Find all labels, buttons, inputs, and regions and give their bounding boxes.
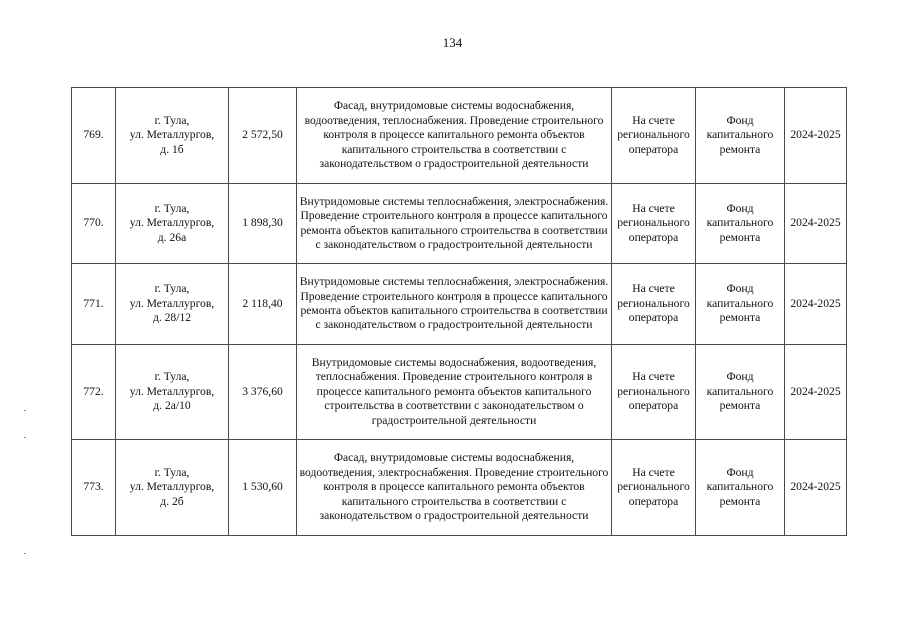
address-city: г. Тула, bbox=[154, 113, 190, 127]
fund-cell: Фонд капитального ремонта bbox=[696, 184, 785, 264]
row-number: 770. bbox=[72, 184, 116, 264]
address-cell bbox=[116, 88, 229, 184]
row-number: 769. bbox=[72, 88, 116, 184]
address-cell bbox=[116, 440, 229, 536]
address-street: ул. Металлургов, bbox=[129, 128, 215, 142]
margin-mark bbox=[24, 437, 26, 438]
address-house: д. 28/12 bbox=[152, 311, 192, 325]
row-number: 771. bbox=[72, 264, 116, 345]
address-street: ул. Металлургов, bbox=[129, 480, 215, 494]
account-cell: На счете регионального оператора bbox=[612, 264, 696, 345]
address-cell bbox=[116, 345, 229, 440]
account-cell: На счете регионального оператора bbox=[612, 184, 696, 264]
address-city: г. Тула, bbox=[154, 282, 190, 296]
fund-cell: Фонд капитального ремонта bbox=[696, 88, 785, 184]
address-house: д. 26а bbox=[157, 230, 187, 244]
fund-cell: Фонд капитального ремонта bbox=[696, 264, 785, 345]
amount-cell: 2 572,50 bbox=[229, 88, 297, 184]
table-row bbox=[72, 88, 847, 184]
row-number: 772. bbox=[72, 345, 116, 440]
address-house: д. 2б bbox=[160, 494, 184, 508]
works-cell: Фасад, внутридомовые системы водоснабжения, водоотведения, теплоснабжения. Проведение строительного контроля в процессе капитального ремонта объектов капитального строительства в соответствии с законодательством о градостроительной деятельности bbox=[297, 88, 612, 184]
address-house: д. 2а/10 bbox=[153, 399, 191, 413]
works-cell: Внутридомовые системы водоснабжения, водоотведения, теплоснабжения. Проведение строительного контроля в процессе капитального ремонта объектов капитального строительства в соответствии с законодательством о градостроительной деятельности bbox=[297, 345, 612, 440]
table-row bbox=[72, 440, 847, 536]
works-cell: Внутридомовые системы теплоснабжения, электроснабжения. Проведение строительного контроля в процессе капитального ремонта объектов капитального строительства в соответствии с законодательством о градостроительной деятельности bbox=[297, 264, 612, 345]
account-cell: На счете регионального оператора bbox=[612, 345, 696, 440]
repair-program-table bbox=[71, 87, 847, 536]
account-cell: На счете регионального оператора bbox=[612, 440, 696, 536]
account-cell: На счете регионального оператора bbox=[612, 88, 696, 184]
period-cell: 2024-2025 bbox=[785, 264, 847, 345]
address-cell bbox=[116, 264, 229, 345]
table-row bbox=[72, 264, 847, 345]
page-number: 134 bbox=[442, 35, 463, 50]
period-cell: 2024-2025 bbox=[785, 88, 847, 184]
address-house: д. 1б bbox=[160, 142, 184, 156]
period-cell: 2024-2025 bbox=[785, 440, 847, 536]
address-cell bbox=[116, 184, 229, 264]
works-cell: Фасад, внутридомовые системы водоснабжения, водоотведения, электроснабжения. Проведение строительного контроля в процессе капитального ремонта объектов капитального строительства в соответствии с законодательством о градостроительной деятельности bbox=[297, 440, 612, 536]
address-city: г. Тула, bbox=[154, 370, 190, 384]
address-city: г. Тула, bbox=[154, 201, 190, 215]
margin-mark bbox=[24, 410, 26, 411]
margin-mark bbox=[24, 553, 26, 554]
amount-cell: 1 530,60 bbox=[229, 440, 297, 536]
row-number: 773. bbox=[72, 440, 116, 536]
address-street: ул. Металлургов, bbox=[129, 216, 215, 230]
period-cell: 2024-2025 bbox=[785, 345, 847, 440]
period-cell: 2024-2025 bbox=[785, 184, 847, 264]
works-cell: Внутридомовые системы теплоснабжения, электроснабжения. Проведение строительного контроля в процессе капитального ремонта объектов капитального строительства в соответствии с законодательством о градостроительной деятельности bbox=[297, 184, 612, 264]
amount-cell: 1 898,30 bbox=[229, 184, 297, 264]
table-row bbox=[72, 184, 847, 264]
fund-cell: Фонд капитального ремонта bbox=[696, 345, 785, 440]
address-street: ул. Металлургов, bbox=[129, 384, 215, 398]
amount-cell: 3 376,60 bbox=[229, 345, 297, 440]
fund-cell: Фонд капитального ремонта bbox=[696, 440, 785, 536]
address-street: ул. Металлургов, bbox=[129, 296, 215, 310]
address-city: г. Тула, bbox=[154, 465, 190, 479]
table-row bbox=[72, 345, 847, 440]
amount-cell: 2 118,40 bbox=[229, 264, 297, 345]
